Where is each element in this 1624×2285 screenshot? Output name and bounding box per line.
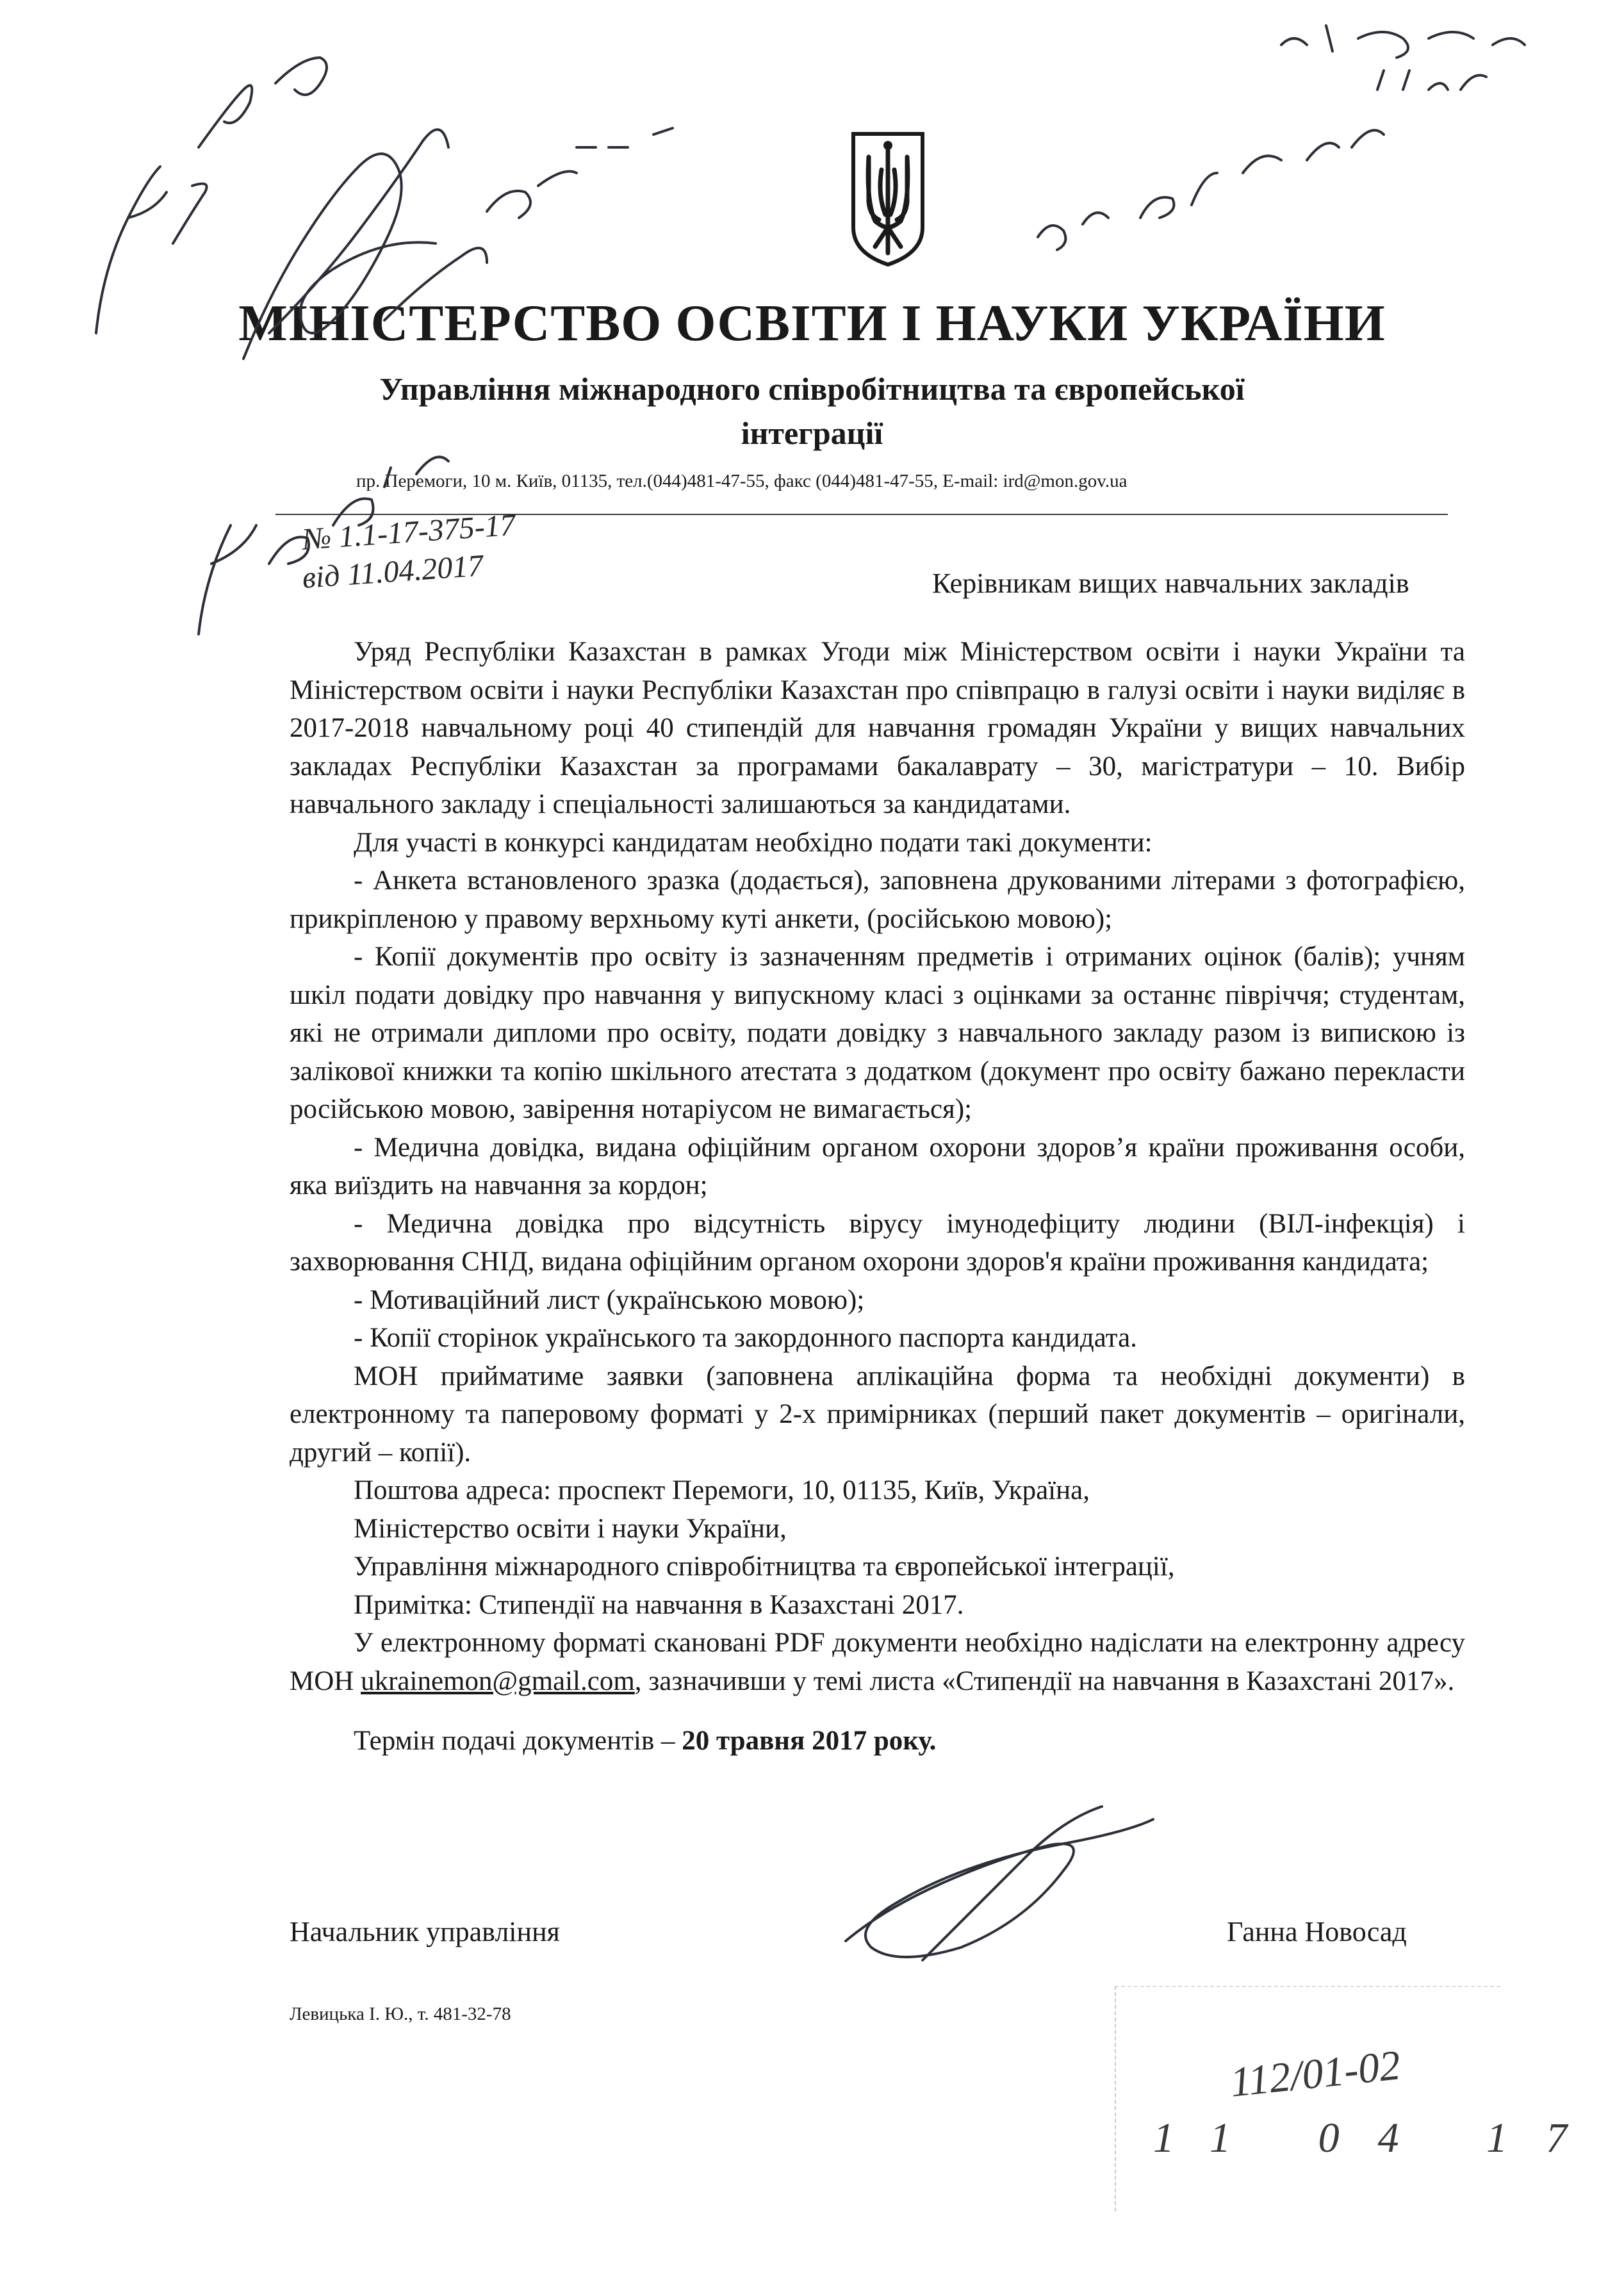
department-name-line2: інтеграції (741, 415, 883, 451)
contact-details: пр. Перемоги, 10 м. Київ, 01135, тел.(044)481-47-55, факс (044)481-47-55, E-mail: ird@mon.gov.ua (356, 471, 1128, 491)
list-item-motivation-letter: - Мотиваційний лист (українською мовою); (354, 1284, 865, 1315)
incoming-stamp-number: 112/01-02 (1227, 2042, 1403, 2106)
handwritten-top-right-note (1281, 26, 1525, 90)
handwritten-signature-director (846, 1806, 1153, 1960)
handwritten-name-note-2 (384, 128, 673, 320)
incoming-stamp-date: 11 04 17 (1153, 2115, 1606, 2161)
list-item-education-docs: - Копії документів про освіту із зазначенням предметів і отриманих оцінок (балів); учням шкіл подати довідку про навчання у випускному класі з оцінками за останнє півріччя; студентам, які не отримали дипломи про освіту, подати довідку з навчального закладу разом із випискою із залікової книжки та копію шкільного атестата з додатком (документ про освіту бажано перекласти російською мовою, завірення нотаріусом не вимагається); (290, 942, 1465, 1124)
outgoing-number: № 1.1-17-375-17 (301, 507, 517, 557)
signer-name: Ганна Новосад (1227, 1916, 1407, 1947)
list-item-application-form: - Анкета встановленого зразка (додається), заповнена друкованими літерами з фотографією, прикріпленою у правому верхньому куті анкети, (російською мовою); (290, 865, 1465, 934)
department-name-line1: Управління міжнародного співробітництва та європейської (379, 371, 1245, 407)
paragraph-scholarship-offer: Уряд Республіки Казахстан в рамках Угоди між Міністерством освіти і науки України та Міністерством освіти і науки Республіки Казахстан про співпрацю в галузі освіти і науки виділяє в 2017-2018 навчальному році 40 стипендій для навчання громадян України у вищих навчальних закладах Республіки Казахстан за програмами бакалаврату – 30, магістратури – 10. Вибір навчального закладу і спеціальності залишаються за кандидатами. (290, 637, 1465, 819)
executor-contact: Левицька І. Ю., т. 481-32-78 (290, 2004, 511, 2024)
electronic-submission-text-b: , зазначивши у темі листа «Стипендії на навчання в Казахстані 2017». (634, 1666, 1455, 1696)
outgoing-date: від 11.04.2017 (301, 548, 484, 595)
postal-address-note: Примітка: Стипендії на навчання в Казахстані 2017. (354, 1589, 964, 1620)
trident-emblem-icon (849, 131, 926, 267)
email-link[interactable]: ukrainemon@gmail.com (361, 1666, 635, 1696)
ministry-name: МІНІСТЕРСТВО ОСВІТИ І НАУКИ УКРАЇНИ (238, 294, 1386, 352)
paragraph-submission-format: МОН прийматиме заявки (заповнена аплікаційна форма та необхідні документи) в електронному та паперовому форматі у 2-х примірниках (перший пакет документів – оригінали, другий – копії). (290, 1361, 1465, 1468)
handwritten-name-note-1 (96, 58, 327, 333)
addressee: Керівникам вищих навчальних закладів (932, 568, 1409, 599)
list-item-medical-certificate: - Медична довідка, видана офіційним органом охорони здоров’я країни проживання особи, яка виїздить на навчання за кордон; (290, 1132, 1465, 1200)
paragraph-electronic-submission (290, 1624, 1465, 1700)
handwritten-website-note (1038, 130, 1384, 250)
postal-address-line1: Поштова адреса: проспект Перемоги, 10, 01135, Київ, Україна, (354, 1475, 1090, 1505)
list-item-passport-copies: - Копії сторінок українського та закордонного паспорта кандидата. (354, 1323, 1137, 1353)
list-item-hiv-certificate: - Медична довідка про відсутність вірусу імунодефіциту людини (ВІЛ-інфекція) і захворювання СНІД, видана офіційним органом охорони здоров'я країни проживання кандидата; (290, 1208, 1465, 1277)
signer-title: Начальник управління (290, 1916, 560, 1947)
postal-address-line2: Міністерство освіти і науки України, (354, 1513, 787, 1544)
postal-address-line3: Управління міжнародного співробітництва та європейської інтеграції, (354, 1552, 1175, 1582)
electronic-submission-text-a: У електронному форматі скановані PDF документи необхідно надіслати на електронну адресу МОН (290, 1628, 1465, 1696)
paragraph-deadline (290, 1722, 1465, 1760)
deadline-date: 20 травня 2017 року. (682, 1726, 937, 1756)
deadline-label: Термін подачі документів – (354, 1726, 682, 1756)
paragraph-required-docs-intro: Для участі в конкурсі кандидатам необхідно подати такі документи: (354, 827, 1152, 858)
letter-body (290, 633, 1465, 1760)
